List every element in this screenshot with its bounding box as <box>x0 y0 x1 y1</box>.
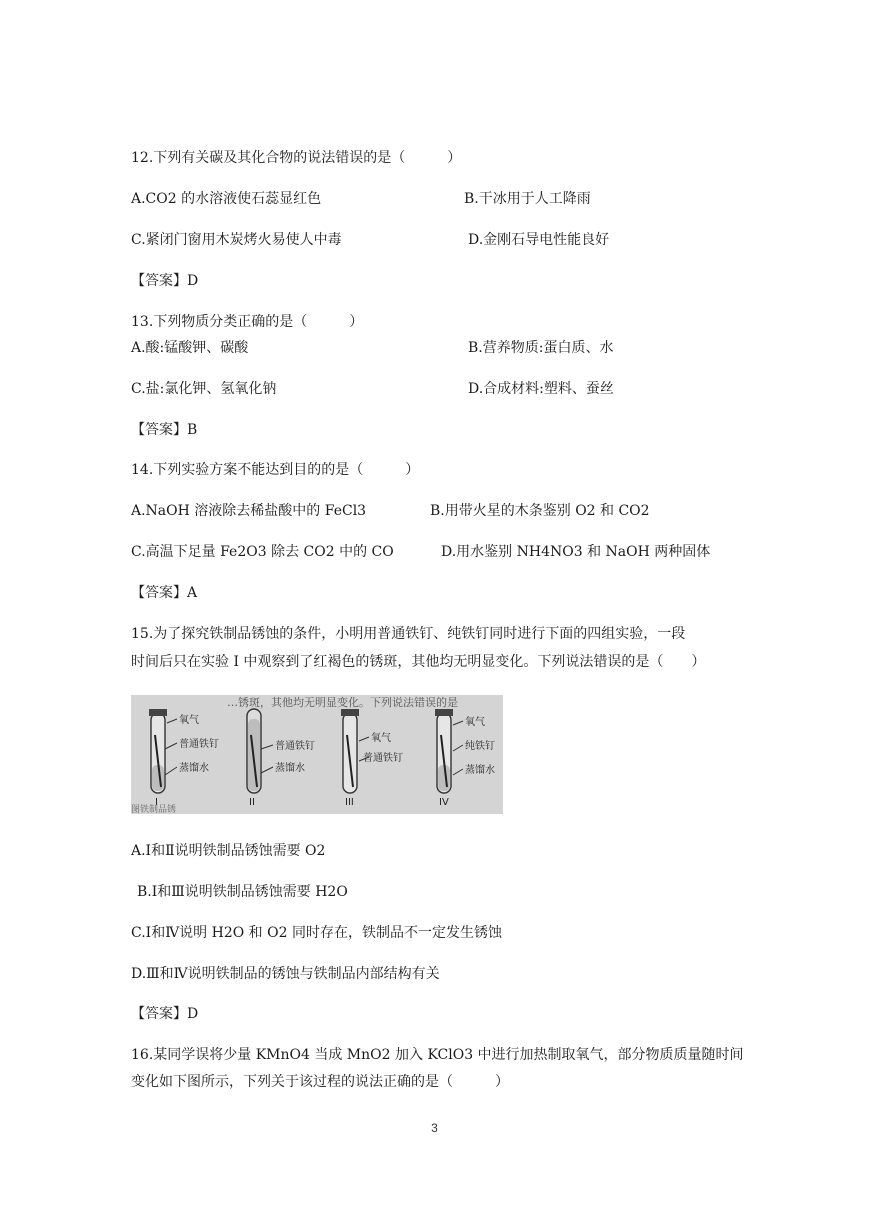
test-tube-3 <box>341 709 403 808</box>
tube-1-numeral: I <box>155 797 158 808</box>
question-14-stem: 14.下列实验方案不能达到目的的是（ ） <box>131 462 420 478</box>
question-12-option-a: A.CO2 的水溶液使石蕊显红色 <box>131 191 322 207</box>
question-12-option-c: C.紧闭门窗用木炭烤火易使人中毒 <box>131 232 342 248</box>
question-12-stem: 12.下列有关碳及其化合物的说法错误的是（ ） <box>131 150 462 166</box>
figure-bottom-caption: 图铁制品锈 <box>131 805 177 814</box>
tube-3-label-2: 普通铁钉 <box>363 753 403 764</box>
tube-2-label-2: 蒸馏水 <box>275 763 305 774</box>
test-tube-4 <box>435 709 495 808</box>
tube-1-label-2: 普通铁钉 <box>179 739 219 750</box>
question-15-stem-line-2: 时间后只在实验 I 中观察到了红褐色的锈斑，其他均无明显变化。下列说法错误的是（ ） <box>131 654 706 670</box>
tube-3-numeral: III <box>345 797 354 808</box>
tube-2-numeral: II <box>249 797 255 808</box>
iron-rust-experiment-figure <box>131 695 503 814</box>
question-15-answer: 【答案】D <box>131 1006 199 1022</box>
figure-top-caption: …锈斑，其他均无明显变化。下列说法错误的是 <box>227 696 458 709</box>
test-tube-2 <box>247 709 315 808</box>
question-13-option-c: C.盐:氯化钾、氢氧化钠 <box>131 381 277 397</box>
tube-2-label-1: 普通铁钉 <box>275 741 315 752</box>
question-13-option-d: D.合成材料:塑料、蚕丝 <box>468 381 614 397</box>
tube-1-label-1: 氧气 <box>179 715 199 726</box>
tube-1-label-3: 蒸馏水 <box>179 763 209 774</box>
tube-4-label-3: 蒸馏水 <box>465 765 495 776</box>
question-14-option-a: A.NaOH 溶液除去稀盐酸中的 FeCl3 <box>131 503 367 519</box>
question-16-stem-line-1: 16.某同学误将少量 KMnO4 当成 MnO2 加入 KClO3 中进行加热制取氧气，部分物质质量随时间 <box>131 1047 744 1063</box>
test-tube-1 <box>149 709 219 808</box>
question-15-stem-line-1: 15.为了探究铁制品锈蚀的条件，小明用普通铁钉、纯铁钉同时进行下面的四组实验，一段 <box>131 626 686 642</box>
question-15-option-b: B.Ⅰ和Ⅲ说明铁制品锈蚀需要 H2O <box>137 884 348 900</box>
question-16-stem-line-2: 变化如下图所示，下列关于该过程的说法正确的是（ ） <box>131 1074 509 1090</box>
question-13-option-a: A.酸:锰酸钾、碳酸 <box>131 340 249 356</box>
question-13-stem: 13.下列物质分类正确的是（ ） <box>131 314 364 330</box>
question-12-answer: 【答案】D <box>131 273 199 289</box>
question-15-option-c: C.Ⅰ和Ⅳ说明 H2O 和 O2 同时存在，铁制品不一定发生锈蚀 <box>131 925 502 941</box>
question-13-answer: 【答案】B <box>131 422 198 438</box>
tube-4-label-2: 纯铁钉 <box>465 741 495 752</box>
tube-4-numeral: IV <box>439 797 449 808</box>
question-13-option-b: B.营养物质:蛋白质、水 <box>468 340 614 356</box>
question-15-option-d: D.Ⅲ和Ⅳ说明铁制品的锈蚀与铁制品内部结构有关 <box>131 966 440 982</box>
question-12-option-d: D.金刚石导电性能良好 <box>468 232 610 248</box>
question-14-answer: 【答案】A <box>131 585 198 601</box>
question-14-option-c: C.高温下足量 Fe2O3 除去 CO2 中的 CO <box>131 544 394 560</box>
tube-4-label-1: 氧气 <box>465 717 485 728</box>
question-15-option-a: A.Ⅰ和Ⅱ说明铁制品锈蚀需要 O2 <box>131 843 326 859</box>
question-14-option-d: D.用水鉴别 NH4NO3 和 NaOH 两种固体 <box>441 544 711 560</box>
question-14-option-b: B.用带火星的木条鉴别 O2 和 CO2 <box>430 503 650 519</box>
page-number: 3 <box>431 1121 438 1135</box>
tube-3-label-1: 氧气 <box>371 733 391 744</box>
question-12-option-b: B.干冰用于人工降雨 <box>464 191 591 207</box>
